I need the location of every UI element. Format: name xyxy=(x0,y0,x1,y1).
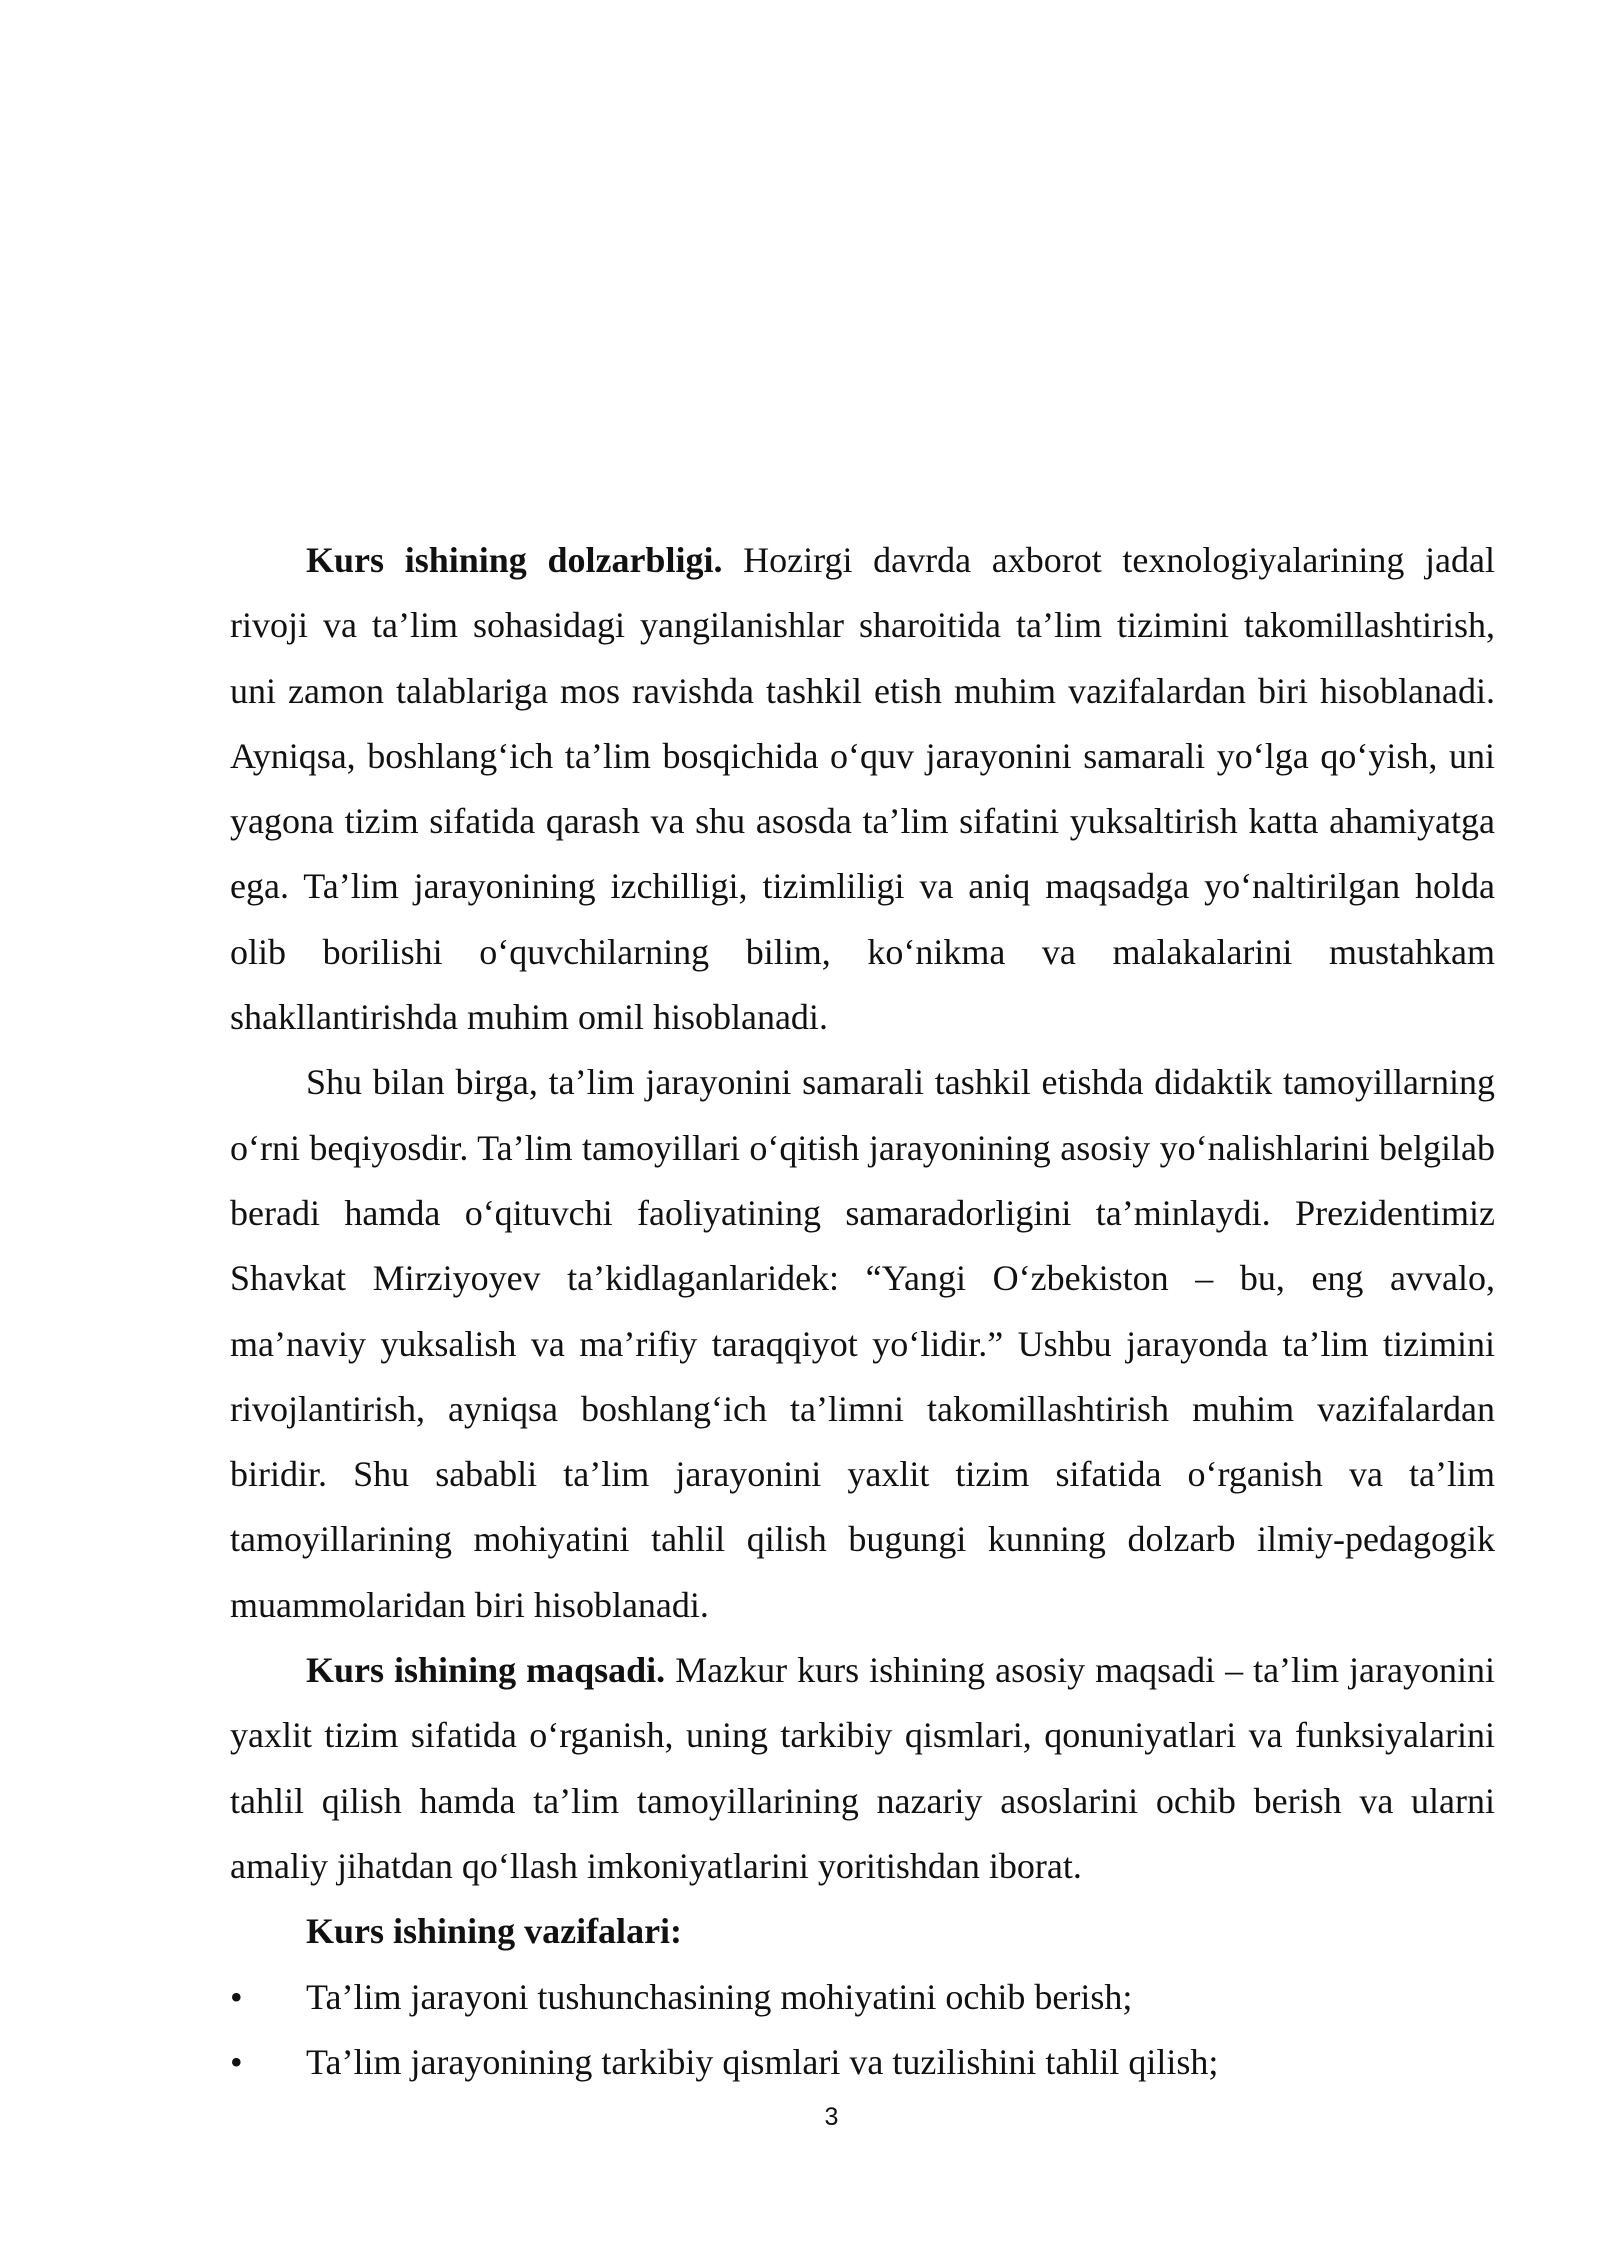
principles-text: Shu bilan birga, ta’lim jarayonini samarali tashkil etishda didaktik tamoyillarning o‘rni beqiyosdir. Ta’lim tamoyillari o‘qitish jarayonining asosiy yo‘nalishlarini belgilab beradi hamda o‘qituvchi faoliyatining samaradorligini ta’minlaydi. Prezidentimiz Shavkat Mirziyoyev ta’kidlaganlaridek: “Yangi O‘zbekiston – bu, eng avvalo, ma’naviy yuksalish va ma’rifiy taraqqiyot yo‘lidir.” Ushbu jarayonda ta’lim tizimini rivojlantirish, ayniqsa boshlang‘ich ta’limni takomillashtirish muhim vazifalardan biridir. Shu sababli ta’lim jarayonini yaxlit tizim sifatida o‘rganish va ta’lim tamoyillarining mohiyatini tahlil qilish bugungi kunning dolzarb ilmiy-pedagogik muammolaridan biri hisoblanadi. xyxy=(230,1062,1495,1625)
task-text: Ta’lim jarayonining tarkibiy qismlari va tuzilishini tahlil qilish; xyxy=(306,2041,1219,2082)
relevance-text: Hozirgi davrda axborot texnologiyalarining jadal rivoji va ta’lim sohasidagi yangilanishlar sharoitida ta’lim tizimini takomillashtirish, uni zamon talablariga mos ravishda tashkil etish muhim vazifalardan biri hisoblanadi. Ayniqsa, boshlang‘ich ta’lim bosqichida o‘quv jarayonini samarali yo‘lga qo‘yish, uni yagona tizim sifatida qarash va shu asosda ta’lim sifatini yuksaltirish katta ahamiyatga ega. Ta’lim jarayonining izchilligi, tizimliligi va aniq maqsadga yo‘naltirilgan holda olib borilishi o‘quvchilarning bilim, ko‘nikma va malakalarini mustahkam shakllantirishda muhim omil hisoblanadi. xyxy=(230,540,1495,1038)
bullet-icon: • xyxy=(230,1976,243,2017)
page-number: 3 xyxy=(824,2103,839,2131)
tasks-list xyxy=(230,1965,1495,2096)
tasks-heading: Kurs ishining vazifalari: xyxy=(306,1911,683,1952)
bullet-icon: • xyxy=(230,2041,243,2082)
goal-heading: Kurs ishining maqsadi. xyxy=(306,1650,666,1691)
paragraph-relevance xyxy=(230,528,1495,1050)
list-item xyxy=(230,1965,1495,2030)
relevance-heading: Kurs ishining dolzarbligi. xyxy=(306,540,723,580)
paragraph-goal xyxy=(230,1638,1495,1899)
task-text: Ta’lim jarayoni tushunchasining mohiyatini ochib berish; xyxy=(306,1976,1133,2017)
paragraph-principles xyxy=(230,1050,1495,1638)
goal-text: Mazkur kurs ishining asosiy maqsadi – ta’lim jarayonini yaxlit tizim sifatida o‘rganish, uning tarkibiy qismlari, qonuniyatlari va funksiyalarini tahlil qilish hamda ta’lim tamoyillarining nazariy asoslarini ochib berish va ularni amaliy jihatdan qo‘llash imkoniyatlarini yoritishdan iborat. xyxy=(230,1650,1495,1886)
list-item xyxy=(230,2030,1495,2095)
document-body xyxy=(230,528,1495,2095)
